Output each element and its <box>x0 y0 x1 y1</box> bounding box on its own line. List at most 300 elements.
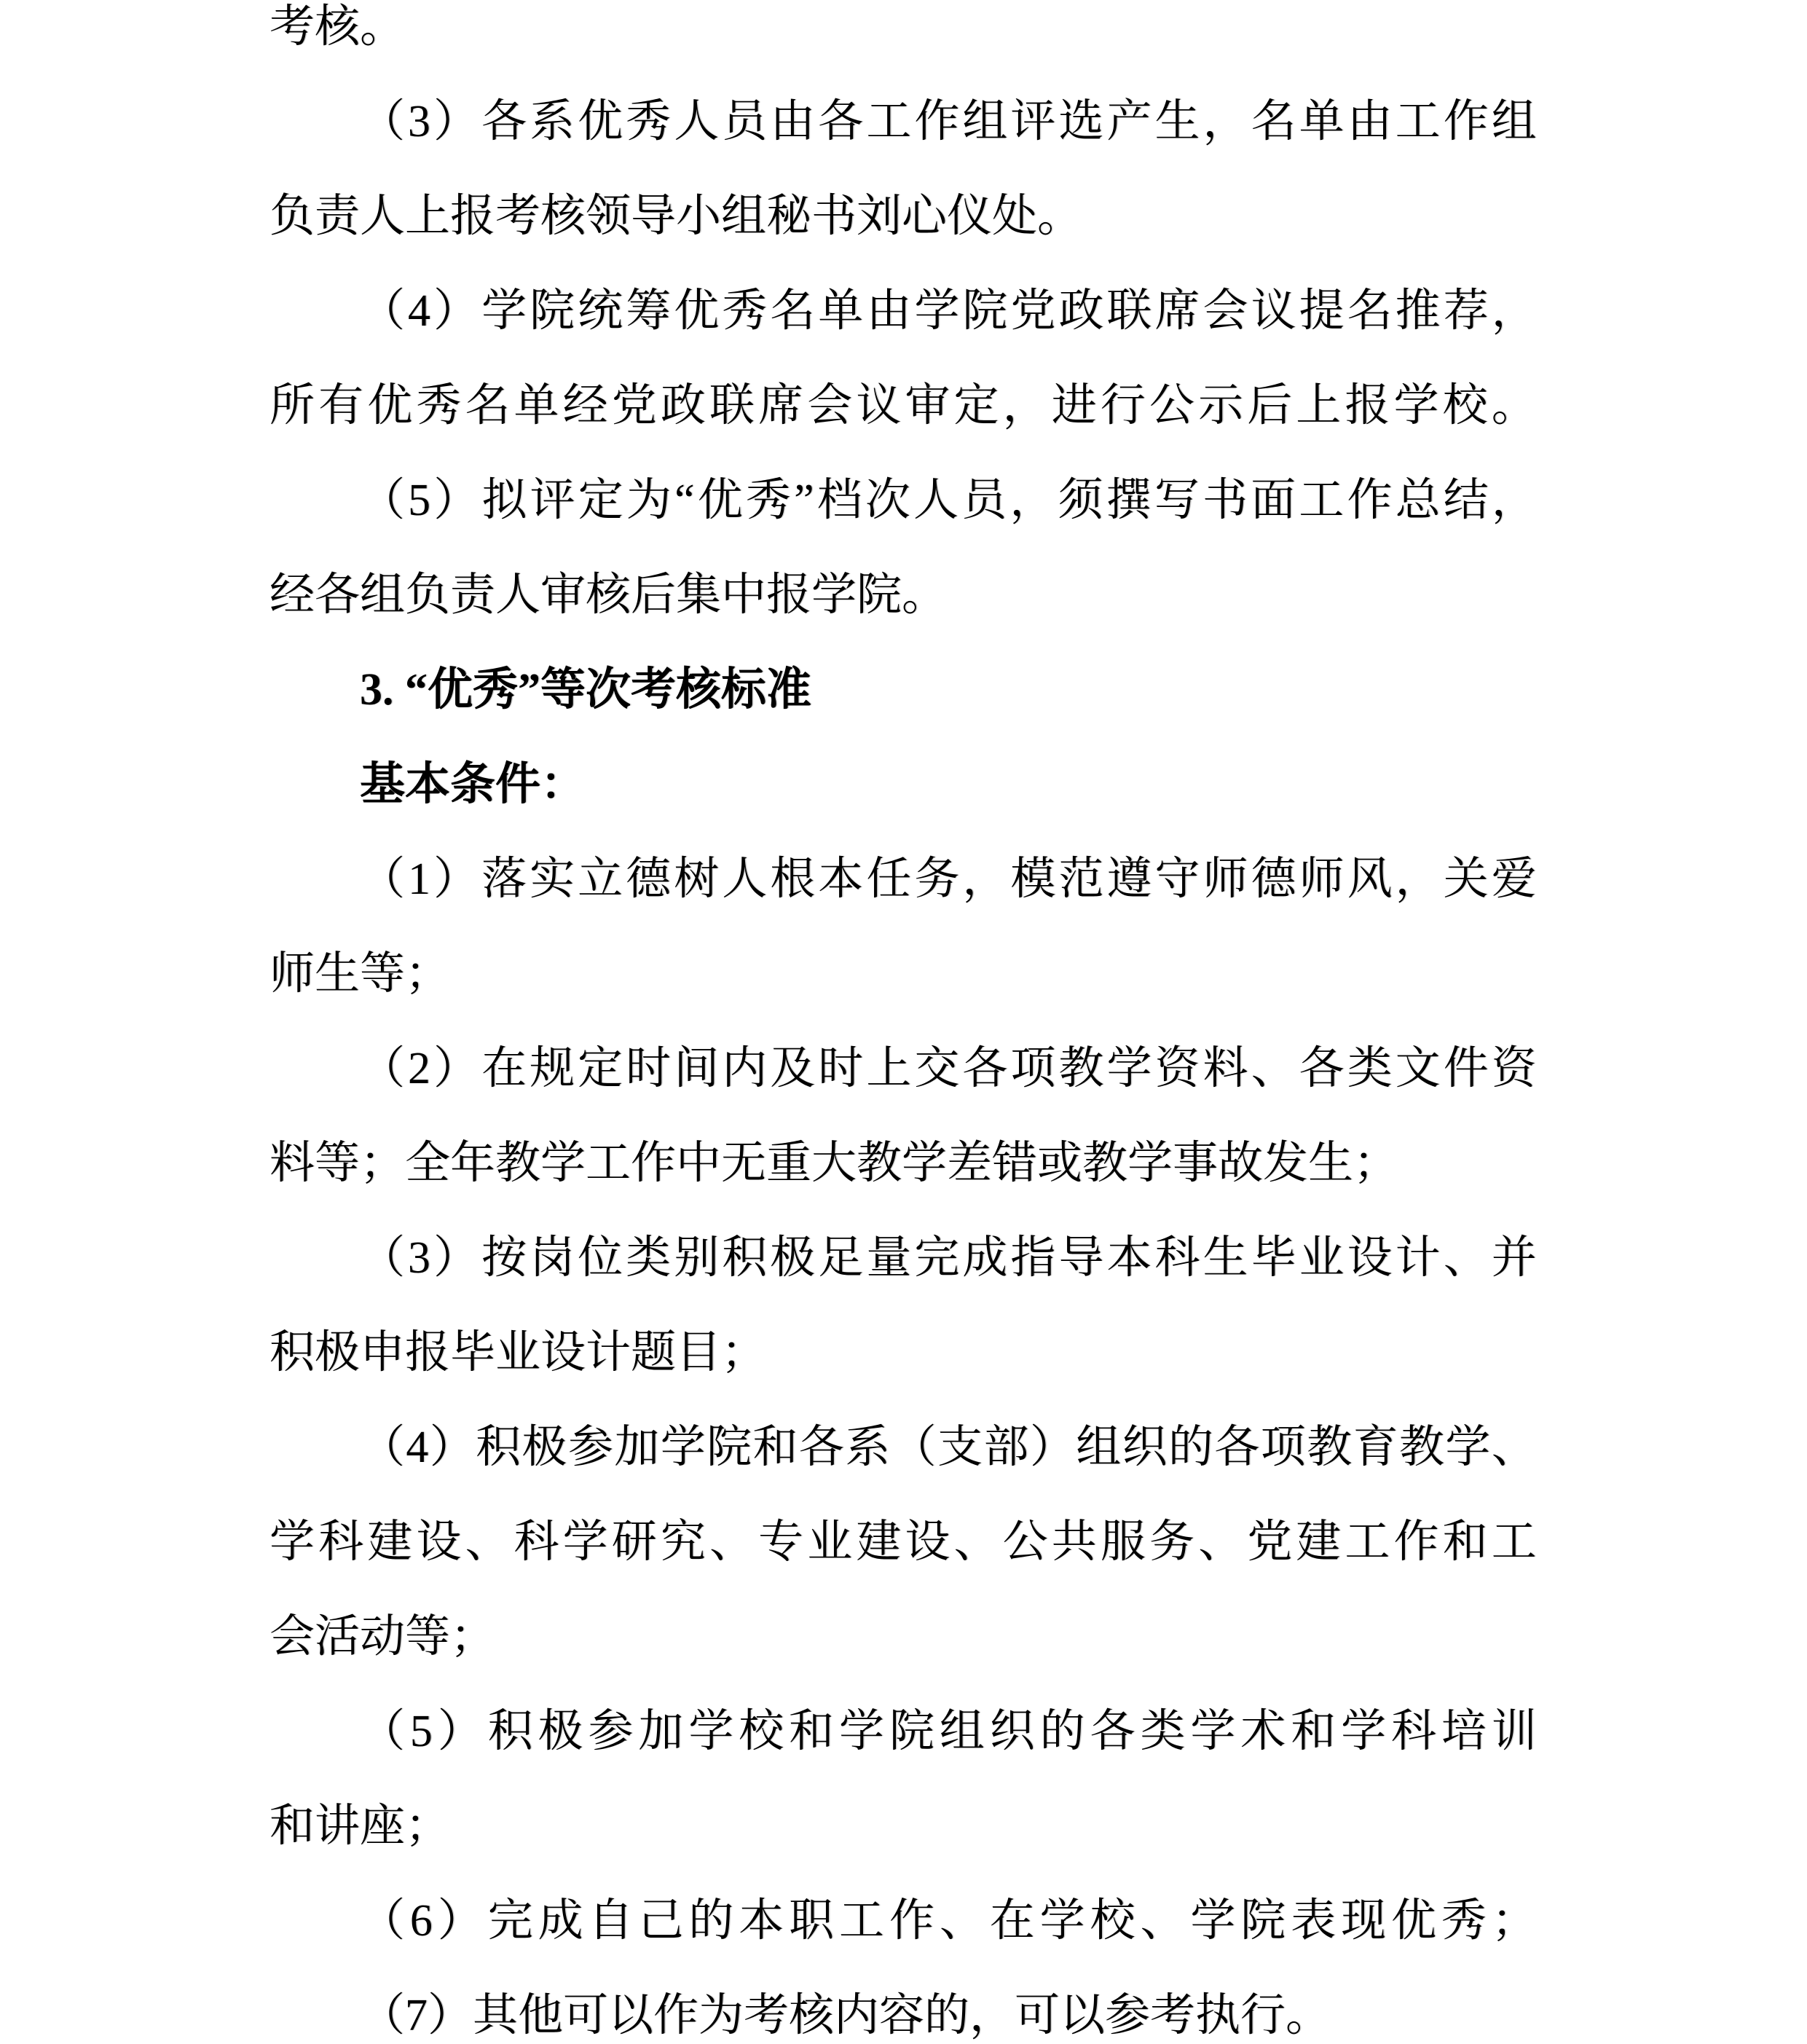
text-char: 工 <box>866 97 912 146</box>
text-char: 评 <box>529 476 575 525</box>
text-char: 表 <box>1291 1896 1336 1946</box>
text-char: 务 <box>914 854 960 904</box>
text-char: 、 <box>1443 1233 1489 1283</box>
text-char: 项 <box>1260 1423 1306 1472</box>
text-char: 完 <box>487 1896 533 1946</box>
text-char: 遵 <box>1106 854 1152 904</box>
text-char: 极 <box>521 1423 567 1472</box>
text-char: 风 <box>1347 854 1393 904</box>
text-char: 各 <box>798 1423 844 1472</box>
text-char: 秀 <box>416 381 462 431</box>
text-char: 。 <box>1491 381 1537 431</box>
text-char: 总 <box>1395 476 1441 525</box>
text-char: 服 <box>1100 1517 1146 1567</box>
text-char: 完 <box>914 1233 960 1283</box>
text-char: 织 <box>989 1707 1035 1756</box>
text-char: 学 <box>1039 1896 1085 1946</box>
text-line <box>269 1684 1537 1779</box>
text-char: 别 <box>674 1233 720 1283</box>
text-char: 学 <box>1445 1423 1491 1472</box>
text-char: 科 <box>318 1517 364 1567</box>
text-char: 名 <box>770 286 816 336</box>
text-char: 示 <box>1198 381 1244 431</box>
text-char: 自 <box>588 1896 634 1946</box>
text-line: 负责人上报考核领导小组秘书刘心仪处。 <box>269 192 1083 241</box>
text-char: 、 <box>1198 1517 1244 1567</box>
text-char: 积 <box>487 1707 533 1756</box>
text-line: 经各组负责人审核后集中报学院。 <box>269 570 948 620</box>
text-char: 学 <box>269 1517 315 1567</box>
text-char: 各 <box>818 97 864 146</box>
text-char: 单 <box>513 381 559 431</box>
text-char: 业 <box>1299 1233 1345 1283</box>
text-char: （ <box>360 476 406 525</box>
text-char: 业 <box>807 1517 853 1567</box>
text-char: 加 <box>614 1423 660 1472</box>
text-char: 支 <box>937 1423 983 1472</box>
text-char: 经 <box>562 381 608 431</box>
text-char: 学 <box>1341 1707 1387 1756</box>
text-line <box>269 1400 1537 1495</box>
text-char: 各 <box>962 1044 1008 1093</box>
text-char: 和 <box>752 1423 798 1472</box>
text-char: 时 <box>818 1044 864 1093</box>
text-char: 足 <box>818 1233 864 1283</box>
text-char: 设 <box>416 1517 462 1567</box>
text-char: 荐 <box>1443 286 1489 336</box>
text-char: 工 <box>1345 1517 1390 1567</box>
text-char: 织 <box>1122 1423 1168 1472</box>
text-char: （ <box>360 854 406 904</box>
text-char: ） <box>1029 1423 1075 1472</box>
text-char: 进 <box>1051 381 1097 431</box>
text-char: 科 <box>1154 1233 1200 1283</box>
text-char: 秀 <box>1441 1896 1487 1946</box>
text-char: 联 <box>709 381 755 431</box>
text-char: （ <box>891 1423 937 1472</box>
text-char: 、 <box>1251 1044 1296 1093</box>
text-char: 岗 <box>529 1233 575 1283</box>
text-char: 写 <box>1154 476 1200 525</box>
text-char: 党 <box>1247 1517 1293 1567</box>
text-char: 、 <box>1140 1896 1186 1946</box>
text-char: 参 <box>588 1707 634 1756</box>
text-char: 推 <box>1395 286 1441 336</box>
text-char: 的 <box>1039 1707 1085 1756</box>
text-char: 校 <box>1090 1896 1135 1946</box>
text-char: 政 <box>1058 286 1104 336</box>
text-char: 在 <box>989 1896 1035 1946</box>
text-char: ） <box>437 1707 483 1756</box>
text-char: 报 <box>1345 381 1390 431</box>
text-char: 秀 <box>626 97 672 146</box>
text-line: 积极申报毕业设计题目； <box>269 1328 767 1377</box>
text-char: ） <box>429 1423 475 1472</box>
text-char: 组 <box>1491 97 1537 146</box>
text-char: 项 <box>1010 1044 1056 1093</box>
text-char: 、 <box>953 1517 999 1567</box>
text-char: 生 <box>1202 1233 1248 1283</box>
text-char: ， <box>1009 476 1055 525</box>
text-char: 务 <box>1149 1517 1194 1567</box>
text-char: ） <box>433 97 479 146</box>
text-char: 联 <box>1106 286 1152 336</box>
text-char: ） <box>433 476 479 525</box>
text-char: 资 <box>1491 1044 1537 1093</box>
text-char: 规 <box>529 1044 575 1093</box>
text-char: 面 <box>1251 476 1296 525</box>
text-char: ， <box>962 854 1008 904</box>
text-char: 各 <box>1299 1044 1345 1093</box>
text-char: 设 <box>905 1517 950 1567</box>
text-char: 选 <box>1058 97 1104 146</box>
text-char: 根 <box>770 854 816 904</box>
text-char: 研 <box>611 1517 657 1567</box>
text-char: 学 <box>1190 1707 1236 1756</box>
text-char: 内 <box>722 1044 768 1093</box>
text-char: ） <box>433 1044 479 1093</box>
text-char: 结 <box>1443 476 1489 525</box>
text-char: 类 <box>626 1233 672 1283</box>
text-char: 职 <box>789 1896 835 1946</box>
text-char: 专 <box>758 1517 804 1567</box>
text-char: 积 <box>476 1423 521 1472</box>
text-char: 学 <box>1393 381 1439 431</box>
text-char: 在 <box>481 1044 527 1093</box>
text-line: 和讲座； <box>269 1801 451 1851</box>
text-char: 学 <box>1190 1896 1236 1946</box>
document-text-block <box>269 0 1537 2044</box>
text-char: 指 <box>1010 1233 1056 1283</box>
text-char: 拟 <box>481 476 527 525</box>
text-char: 生 <box>1154 97 1200 146</box>
text-char: 档 <box>816 476 862 525</box>
text-char: 统 <box>578 286 623 336</box>
text-char: 类 <box>1347 1044 1393 1093</box>
text-char: 5 <box>408 476 431 525</box>
text-char: 文 <box>1395 1044 1441 1093</box>
text-char: （ <box>360 1707 406 1756</box>
text-char: 建 <box>856 1517 902 1567</box>
text-char: 组 <box>939 1707 985 1756</box>
text-char: ， <box>1202 97 1248 146</box>
text-char: 立 <box>578 854 623 904</box>
text-char: 时 <box>626 1044 672 1093</box>
text-char: 会 <box>1202 286 1248 336</box>
text-char: 爱 <box>1491 854 1537 904</box>
text-char: 公 <box>1149 381 1194 431</box>
text-char: （ <box>360 1044 406 1093</box>
text-char: 作 <box>1347 476 1393 525</box>
text-char: 模 <box>1010 854 1056 904</box>
text-char: 建 <box>1296 1517 1342 1567</box>
text-char: ； <box>1491 1896 1537 1946</box>
text-char: 撰 <box>1106 476 1151 525</box>
text-char: 优 <box>367 381 413 431</box>
text-char: 教 <box>1307 1423 1353 1472</box>
text-char: 秀 <box>722 286 768 336</box>
text-char: 任 <box>866 854 912 904</box>
text-char: 校 <box>739 1707 784 1756</box>
text-char: 提 <box>1299 286 1345 336</box>
text-char: 部 <box>983 1423 1029 1472</box>
text-char: 组 <box>962 97 1008 146</box>
text-char: 究 <box>660 1517 706 1567</box>
text-char: 院 <box>706 1423 752 1472</box>
text-line <box>269 1021 1537 1116</box>
text-char: 成 <box>962 1233 1008 1283</box>
text-char: （ <box>360 97 406 146</box>
text-char: 加 <box>638 1707 684 1756</box>
text-char: 优 <box>578 97 623 146</box>
text-char: 单 <box>818 286 864 336</box>
text-char: （ <box>360 1233 406 1283</box>
text-char: 2 <box>408 1044 431 1093</box>
text-char: 设 <box>1347 1233 1393 1283</box>
text-char: 员 <box>961 476 1007 525</box>
text-line <box>269 1874 1537 1968</box>
text-char: 育 <box>1353 1423 1398 1472</box>
text-char: 各 <box>1090 1707 1135 1756</box>
text-char: 科 <box>513 1517 559 1567</box>
text-char: 并 <box>1491 1233 1537 1283</box>
text-char: ） <box>437 1896 483 1946</box>
text-char: 定 <box>953 381 999 431</box>
text-char: 由 <box>1347 97 1393 146</box>
text-char: 各 <box>481 97 527 146</box>
text-char: 师 <box>1202 854 1248 904</box>
text-line <box>269 264 1537 358</box>
text-char: 计 <box>1395 1233 1441 1283</box>
text-char: 席 <box>1154 286 1200 336</box>
text-char: 学 <box>1106 1044 1152 1093</box>
text-char: ， <box>1491 476 1537 525</box>
text-char: 本 <box>818 854 864 904</box>
text-char: 间 <box>674 1044 720 1093</box>
text-char: 资 <box>1154 1044 1200 1093</box>
text-char: 院 <box>529 286 575 336</box>
text-char: 极 <box>770 1233 816 1283</box>
text-char: 优 <box>1391 1896 1437 1946</box>
text-char: 及 <box>770 1044 816 1093</box>
text-char: 教 <box>1058 1044 1104 1093</box>
text-char: 工 <box>1395 97 1441 146</box>
text-char: 人 <box>674 97 720 146</box>
text-char: （ <box>360 286 406 336</box>
text-char: 后 <box>1247 381 1293 431</box>
text-char: 上 <box>866 1044 912 1093</box>
text-char: 定 <box>578 1044 623 1093</box>
text-char: 优 <box>674 286 720 336</box>
text-line <box>269 1211 1537 1305</box>
text-char: 培 <box>1441 1707 1487 1756</box>
text-char: ） <box>433 854 479 904</box>
text-char: ） <box>433 286 479 336</box>
text-char: 工 <box>839 1896 885 1946</box>
text-line: 料等；全年教学工作中无重大教学差错或教学事故发生； <box>269 1139 1399 1188</box>
text-char: 本 <box>1106 1233 1152 1283</box>
text-char: 科 <box>1391 1707 1437 1756</box>
text-char: 行 <box>1100 381 1146 431</box>
text-char: 积 <box>722 1233 768 1283</box>
text-char: 由 <box>866 286 912 336</box>
text-char: 上 <box>1296 381 1342 431</box>
text-line <box>269 358 1537 453</box>
text-char: 料 <box>1202 1044 1248 1093</box>
text-char: 师 <box>1299 854 1345 904</box>
text-char: 关 <box>1443 854 1489 904</box>
text-char: 工 <box>1299 476 1345 525</box>
text-char: 极 <box>538 1707 583 1756</box>
text-char: 定 <box>578 476 623 525</box>
text-char: 、 <box>939 1896 985 1946</box>
text-char: ， <box>1002 381 1048 431</box>
text-char: 校 <box>1442 381 1488 431</box>
text-char: 落 <box>481 854 527 904</box>
text-char: 有 <box>318 381 364 431</box>
text-char: 范 <box>1058 854 1104 904</box>
text-char: 德 <box>626 854 672 904</box>
text-char: 的 <box>1168 1423 1214 1472</box>
text-char: 位 <box>578 1233 623 1283</box>
text-char: （ <box>360 1896 406 1946</box>
section-heading: 3. “优秀”等次考核标准 <box>360 665 812 715</box>
text-char: ， <box>1491 286 1537 336</box>
text-char: 会 <box>807 381 853 431</box>
text-char: 6 <box>409 1896 433 1946</box>
text-char: 本 <box>739 1896 784 1946</box>
text-char: 毕 <box>1251 1233 1296 1283</box>
text-char: 名 <box>1251 97 1296 146</box>
text-char: 产 <box>1106 97 1152 146</box>
text-char: 为 <box>626 476 672 525</box>
text-char: 、 <box>1491 1423 1537 1472</box>
text-char: 议 <box>856 381 902 431</box>
text-char: 工 <box>1491 1517 1537 1567</box>
text-char: 席 <box>758 381 804 431</box>
text-char: 员 <box>722 97 768 146</box>
text-char: ， <box>1395 854 1441 904</box>
text-char: 系 <box>845 1423 891 1472</box>
text-char: 院 <box>962 286 1008 336</box>
text-char: 交 <box>914 1044 960 1093</box>
text-char: 政 <box>660 381 706 431</box>
text-char: 名 <box>1347 286 1393 336</box>
text-char: 学 <box>481 286 527 336</box>
text-char: 树 <box>674 854 720 904</box>
text-char: 守 <box>1154 854 1200 904</box>
text-char: 4 <box>406 1423 429 1472</box>
text-char: 成 <box>538 1896 583 1946</box>
text-char: 量 <box>866 1233 912 1283</box>
text-char: 参 <box>567 1423 613 1472</box>
text-line <box>269 832 1537 927</box>
text-char: 的 <box>688 1896 734 1946</box>
text-line <box>269 74 1537 169</box>
text-char: 1 <box>408 854 431 904</box>
text-char: 书 <box>1202 476 1248 525</box>
text-char: 学 <box>562 1517 608 1567</box>
text-char: 件 <box>1443 1044 1489 1093</box>
text-char: 学 <box>839 1707 885 1756</box>
text-line <box>269 453 1537 548</box>
text-char: ” <box>794 476 814 525</box>
text-char: 次 <box>865 476 910 525</box>
text-char: 类 <box>1140 1707 1186 1756</box>
text-char: 审 <box>905 381 950 431</box>
text-char: 、 <box>709 1517 755 1567</box>
text-char: 、 <box>465 1517 511 1567</box>
text-char: 作 <box>914 97 960 146</box>
text-char: 建 <box>367 1517 413 1567</box>
text-char: 评 <box>1010 97 1056 146</box>
text-char: 学 <box>688 1707 734 1756</box>
text-char: 须 <box>1058 476 1103 525</box>
text-char: 优 <box>697 476 743 525</box>
text-char: 术 <box>1240 1707 1286 1756</box>
text-char: 实 <box>529 854 575 904</box>
text-char: 德 <box>1251 854 1296 904</box>
text-line: 考核。 <box>269 2 406 52</box>
text-char: 党 <box>611 381 657 431</box>
text-char: 共 <box>1051 1517 1097 1567</box>
text-char: 公 <box>1002 1517 1048 1567</box>
text-char: “ <box>674 476 695 525</box>
text-char: 议 <box>1251 286 1296 336</box>
text-char: 和 <box>1442 1517 1488 1567</box>
text-char: 学 <box>914 286 960 336</box>
text-char: 和 <box>789 1707 835 1756</box>
text-char: 系 <box>529 97 575 146</box>
text-char: 所 <box>269 381 315 431</box>
text-char: 党 <box>1010 286 1056 336</box>
text-char: 学 <box>660 1423 706 1472</box>
text-char: 3 <box>408 97 431 146</box>
text-char: 己 <box>638 1896 684 1946</box>
text-char: 院 <box>1240 1896 1286 1946</box>
text-char: （ <box>360 1423 406 1472</box>
text-char: 筹 <box>626 286 672 336</box>
text-char: 作 <box>1443 97 1489 146</box>
text-char: 4 <box>408 286 431 336</box>
text-char: 各 <box>1214 1423 1260 1472</box>
text-char: 3 <box>408 1233 431 1283</box>
text-char: 单 <box>1299 97 1345 146</box>
text-char: 组 <box>1076 1423 1122 1472</box>
text-char: 人 <box>722 854 768 904</box>
text-char: 名 <box>465 381 511 431</box>
text-char: 和 <box>1291 1707 1336 1756</box>
text-line: （7）其他可以作为考核内容的，可以参考执行。 <box>360 1991 1331 2040</box>
text-char: 秀 <box>745 476 791 525</box>
text-line: 会活动等； <box>269 1612 496 1662</box>
text-char: 现 <box>1341 1896 1387 1946</box>
text-char: 人 <box>913 476 959 525</box>
text-char: 作 <box>1393 1517 1439 1567</box>
text-char: 由 <box>770 97 816 146</box>
text-char: 导 <box>1058 1233 1104 1283</box>
text-char: 5 <box>409 1707 433 1756</box>
text-char: 作 <box>889 1896 934 1946</box>
text-line <box>269 1495 1537 1589</box>
text-char: 院 <box>889 1707 934 1756</box>
text-char: 训 <box>1491 1707 1537 1756</box>
text-char: 教 <box>1398 1423 1444 1472</box>
text-line: 师生等； <box>269 949 451 999</box>
text-char: ） <box>433 1233 479 1283</box>
text-char: 按 <box>481 1233 527 1283</box>
section-heading: 基本条件： <box>360 760 586 809</box>
